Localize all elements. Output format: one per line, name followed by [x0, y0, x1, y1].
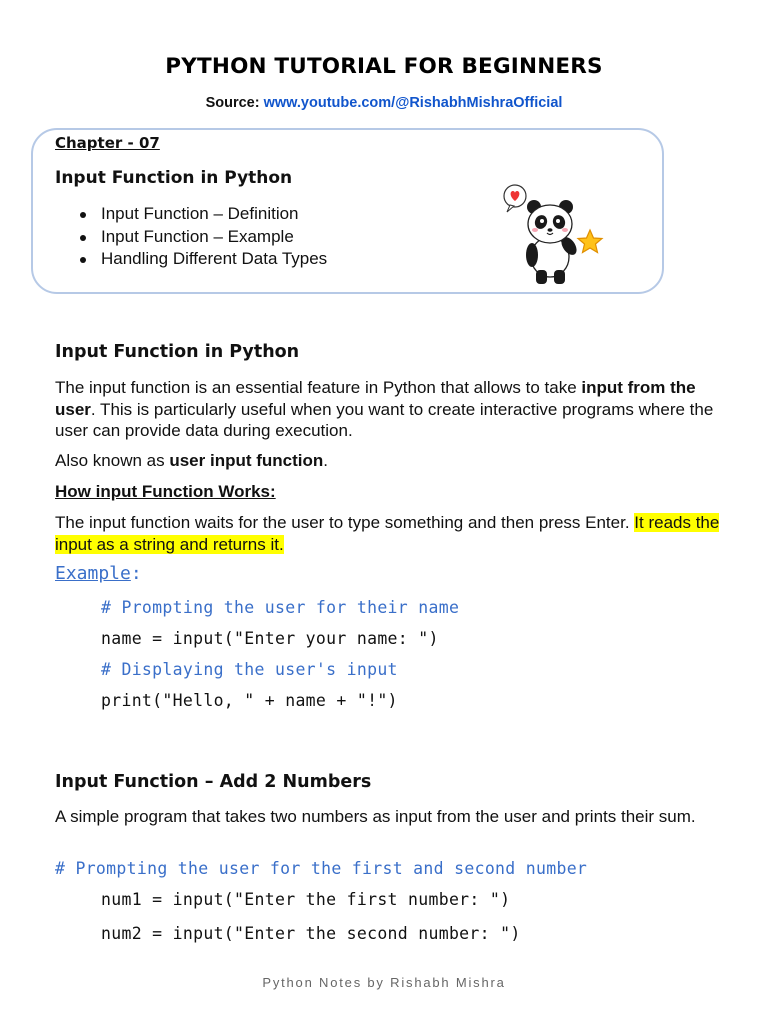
topic-item: Handling Different Data Types: [78, 248, 327, 271]
section-heading: Input Function in Python: [55, 342, 300, 362]
bold-text: input from the user: [55, 378, 696, 419]
text-run: Also known as: [55, 451, 170, 470]
chapter-label: Chapter - 07: [55, 134, 160, 152]
text-run: .: [323, 451, 329, 470]
section-heading: Input Function – Add 2 Numbers: [55, 772, 372, 792]
example-label: [55, 563, 142, 584]
code-line: num2 = input("Enter the second number: "): [101, 924, 521, 943]
panda-mascot-icon: [500, 182, 610, 292]
code-line: num1 = input("Enter the first number: "): [101, 890, 511, 909]
source-line: [0, 95, 768, 111]
chapter-topic-list: [78, 203, 327, 271]
source-label: Source:: [205, 95, 260, 111]
also-known-paragraph: [55, 450, 720, 472]
code-line: name = input("Enter your name: "): [101, 629, 439, 648]
how-it-works-heading: How input Function Works:: [55, 482, 276, 501]
code-line: print("Hello, " + name + "!"): [101, 691, 398, 710]
code-comment: # Prompting the user for their name: [101, 598, 460, 617]
chapter-title: Input Function in Python: [55, 168, 293, 188]
text-run: The input function waits for the user to type something and then press Enter.: [55, 513, 635, 532]
bold-text: user input function: [169, 451, 324, 470]
text-run: . This is particularly useful when you want to create interactive programs where the user can provide data during execution.: [55, 399, 714, 440]
page-footer: Python Notes by Rishabh Mishra: [262, 975, 506, 990]
highlighted-text: It reads the input as a string and returns it.: [55, 513, 720, 554]
source-link[interactable]: www.youtube.com/@RishabhMishraOfficial: [263, 95, 563, 111]
code-comment: # Displaying the user's input: [101, 660, 398, 679]
add-numbers-paragraph: A simple program that takes two numbers as input from the user and prints their sum.: [55, 807, 696, 826]
topic-item: Input Function – Example: [78, 226, 327, 249]
topic-item: Input Function – Definition: [78, 203, 327, 226]
example-label-text: Example: [55, 563, 131, 584]
intro-paragraph: [55, 377, 720, 442]
text-run: The input function is an essential feature in Python that allows to take: [55, 378, 582, 397]
code-comment: # Prompting the user for the first and second number: [55, 859, 588, 878]
example-colon: :: [130, 563, 142, 584]
how-it-works-paragraph: [55, 512, 720, 555]
page-title: PYTHON TUTORIAL FOR BEGINNERS: [165, 54, 603, 79]
